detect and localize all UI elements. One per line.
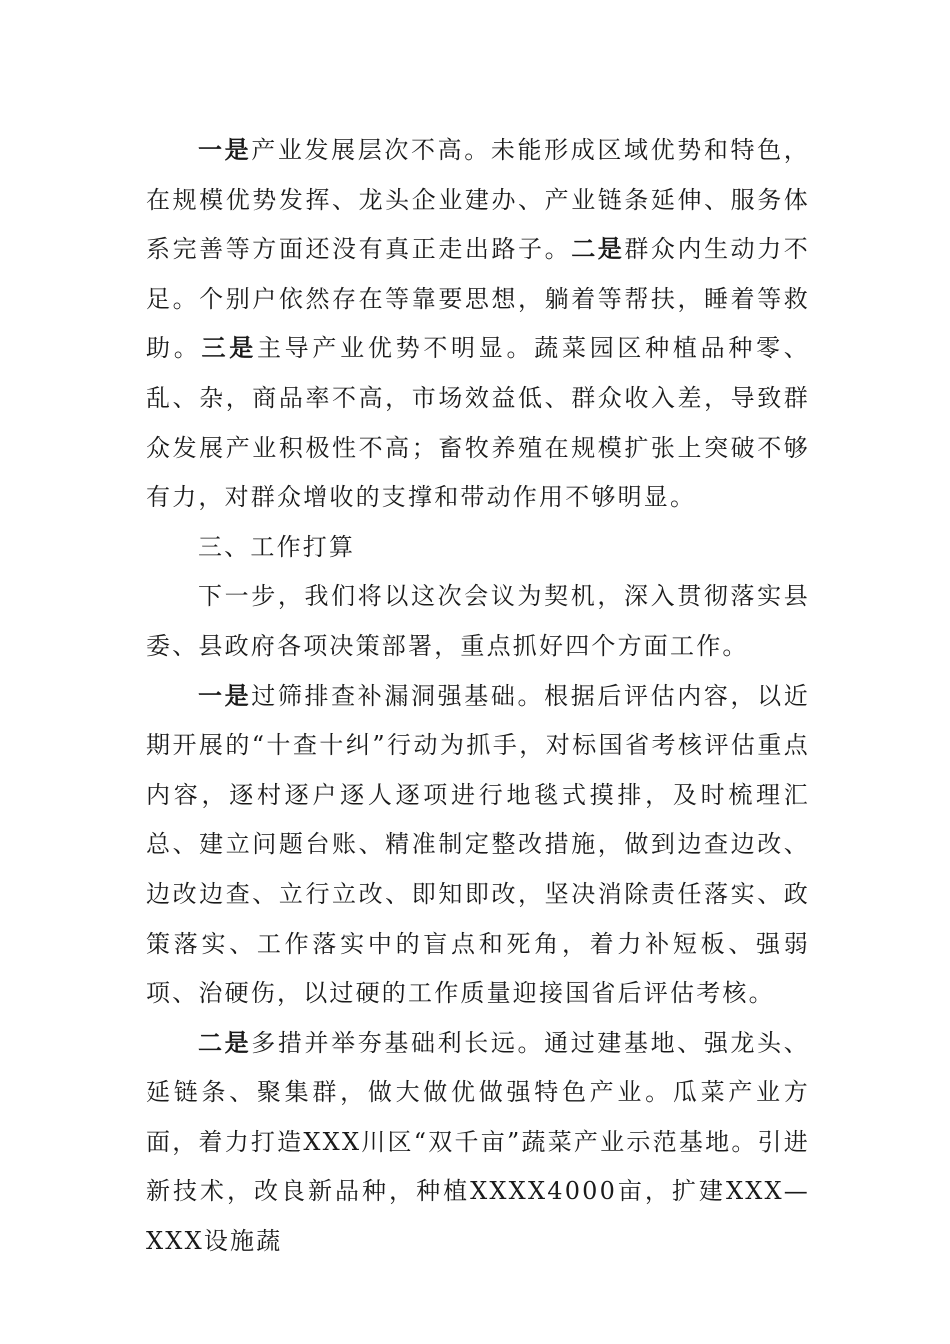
paragraph-text: 群众内生动力不足。个别户依然存在等靠要思想，躺着等帮扶，睡着等救助。: [146, 235, 811, 363]
lead-phrase: 二是: [198, 1028, 252, 1057]
lead-phrase: 一是: [198, 681, 252, 710]
paragraph-problems: [146, 126, 810, 523]
paragraph-text: 产业发展层次不高。未能形成区域优势和特色，在规模优势发挥、龙头企业建办、产业链条延伸、服务体系完善等方面还没有真正走出路子。: [146, 136, 811, 264]
section-heading: [146, 523, 810, 573]
lead-phrase: 三是: [201, 334, 257, 363]
paragraph-task-two: [146, 1019, 810, 1267]
paragraph-task-one: [146, 672, 810, 1019]
lead-phrase: 二是: [571, 235, 625, 264]
paragraph-text: 主导产业优势不明显。蔬菜园区种植品种零、乱、杂，商品率不高，市场效益低、群众收入差，导致群众发展产业积极性不高；畜牧养殖在规模扩张上突破不够有力，对群众增收的支撑和带动作用不够明显。: [146, 334, 811, 512]
paragraph-text: 下一步，我们将以这次会议为契机，深入贯彻落实县委、县政府各项决策部署，重点抓好四个方面工作。: [146, 582, 810, 660]
document-body: [146, 126, 810, 1267]
lead-phrase: 一是: [198, 136, 252, 164]
paragraph-text: 多措并举夯基础利长远。通过建基地、强龙头、延链条、聚集群，做大做优做强特色产业。瓜菜产业方面，着力打造XXX川区“双千亩”蔬菜产业示范基地。引进新技术，改良新品种，种植XXXX4000亩，扩建XXX—XXX设施蔬: [146, 1028, 811, 1256]
section-heading-text: 三、工作打算: [198, 532, 356, 561]
paragraph-next-steps: [146, 572, 810, 671]
paragraph-text: 过筛排查补漏洞强基础。根据后评估内容，以近期开展的“十查十纠”行动为抓手，对标国省考核评估重点内容，逐村逐户逐人逐项进行地毯式摸排，及时梳理汇总、建立问题台账、精准制定整改措施，做到边查边改、边改边查、立行立改、即知即改，坚决消除责任落实、政策落实、工作落实中的盲点和死角，着力补短板、强弱项、治硬伤，以过硬的工作质量迎接国省后评估考核。: [146, 681, 811, 1008]
